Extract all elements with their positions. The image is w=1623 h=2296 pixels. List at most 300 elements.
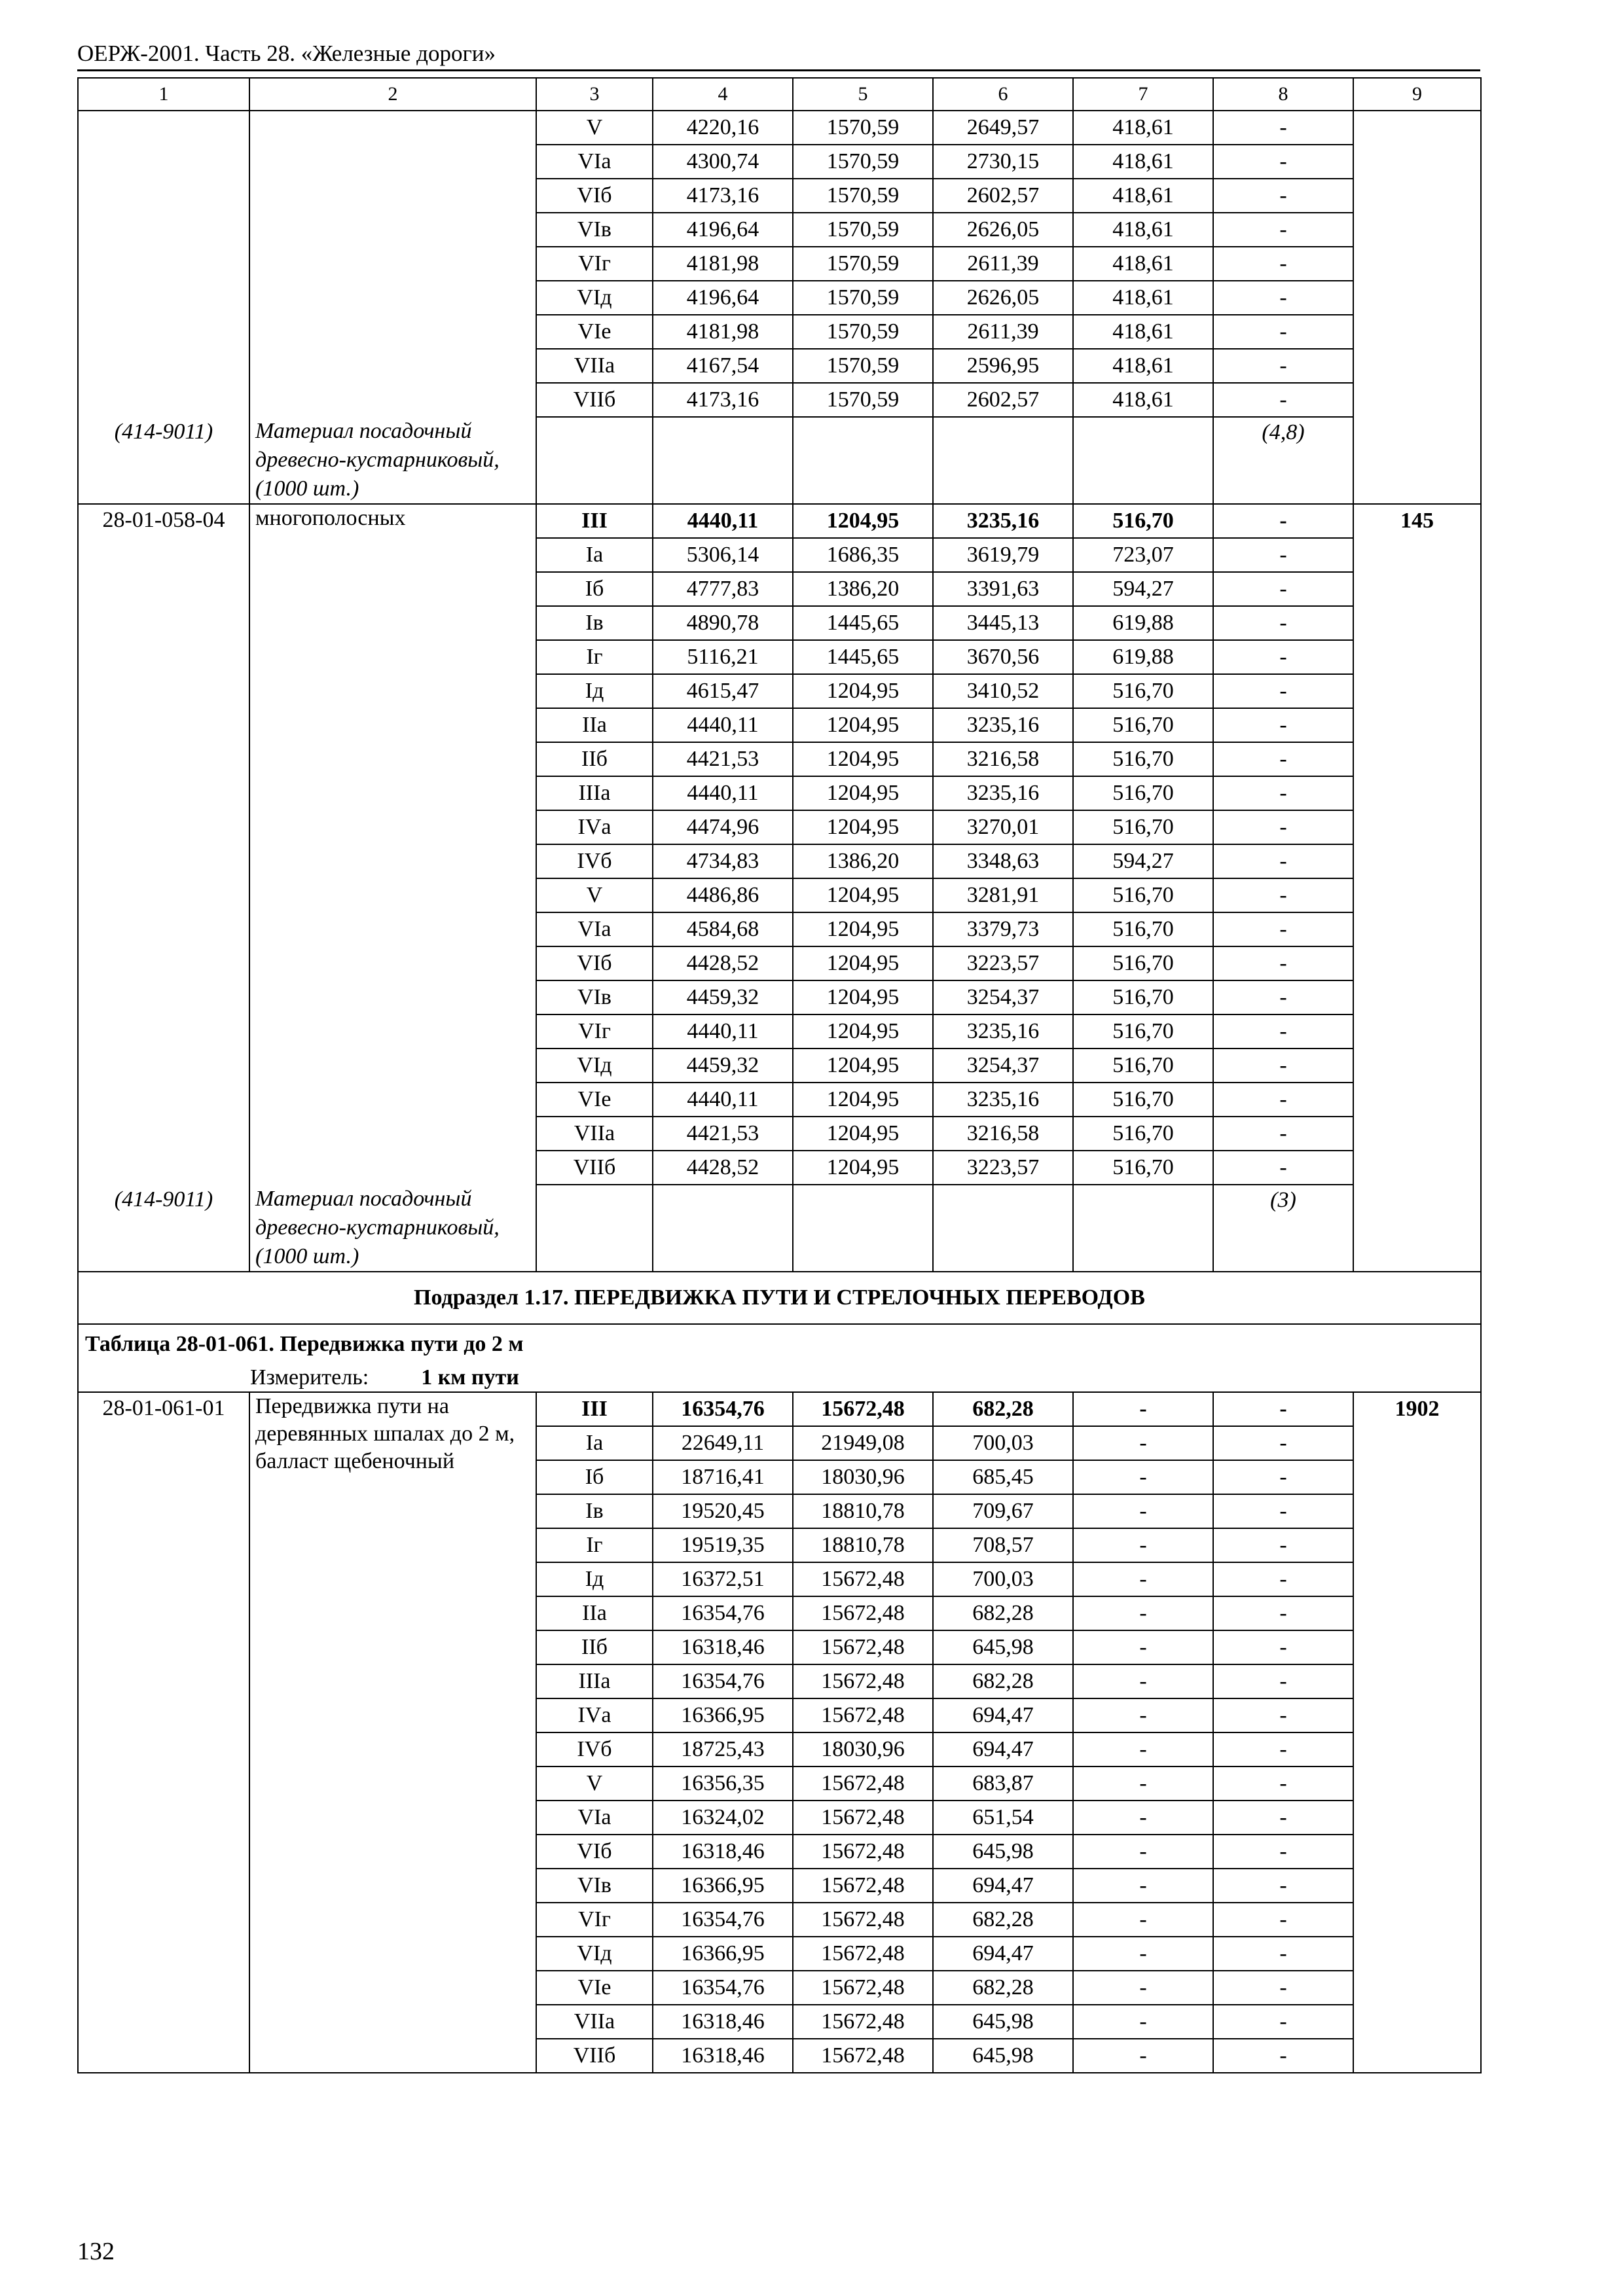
materials-cell: - [1213, 1835, 1353, 1869]
region-cell: Iг [536, 640, 653, 674]
materials-cell: - [1213, 2039, 1353, 2073]
materials-cell: - [1213, 2005, 1353, 2039]
machines-cell: 2596,95 [933, 349, 1073, 383]
wages-cell: 1204,95 [793, 946, 933, 980]
page-number: 132 [77, 2238, 115, 2265]
region-cell: Iв [536, 606, 653, 640]
norm-code: 28-01-061-01 [78, 1392, 249, 2073]
wages-cell: 15672,48 [793, 1971, 933, 2005]
region-cell: IIб [536, 742, 653, 776]
region-cell: VIе [536, 1971, 653, 2005]
materials-cell: - [1213, 111, 1353, 145]
direct-cost-cell: 16318,46 [653, 2005, 793, 2039]
machinist-wages-cell: 418,61 [1073, 383, 1213, 417]
region-cell: VIб [536, 179, 653, 213]
direct-cost-cell: 4440,11 [653, 1083, 793, 1117]
measure-unit [78, 1364, 1481, 1392]
norm-total-cell: 145 [1353, 504, 1481, 1272]
machinist-wages-cell: 516,70 [1073, 1151, 1213, 1185]
header-rule [77, 69, 1480, 71]
wages-cell: 1570,59 [793, 247, 933, 281]
empty-cell [653, 1185, 793, 1272]
machinist-wages-cell: 594,27 [1073, 844, 1213, 878]
machines-cell: 682,28 [933, 1392, 1073, 1426]
region-cell: IIа [536, 708, 653, 742]
direct-cost-cell: 16366,95 [653, 1869, 793, 1903]
region-cell: III [536, 1392, 653, 1426]
direct-cost-cell: 16354,76 [653, 1596, 793, 1630]
empty-cell [933, 417, 1073, 504]
wages-cell: 1570,59 [793, 145, 933, 179]
machinist-wages-cell: 516,70 [1073, 878, 1213, 912]
materials-cell: - [1213, 1767, 1353, 1801]
region-cell: VIд [536, 1049, 653, 1083]
wages-cell: 18810,78 [793, 1494, 933, 1528]
direct-cost-cell: 18716,41 [653, 1460, 793, 1494]
machines-cell: 3254,37 [933, 1049, 1073, 1083]
machinist-wages-cell: - [1073, 2039, 1213, 2073]
wages-cell: 21949,08 [793, 1426, 933, 1460]
materials-cell: - [1213, 572, 1353, 606]
table-title-row [78, 1324, 1481, 1364]
machinist-wages-cell: 516,70 [1073, 1014, 1213, 1049]
wages-cell: 15672,48 [793, 1596, 933, 1630]
direct-cost-cell: 4428,52 [653, 1151, 793, 1185]
machines-cell: 645,98 [933, 2005, 1073, 2039]
region-cell: VIIб [536, 383, 653, 417]
wages-cell: 1204,95 [793, 1117, 933, 1151]
table-body [78, 78, 1481, 2073]
machinist-wages-cell: 418,61 [1073, 349, 1213, 383]
machines-cell: 651,54 [933, 1801, 1073, 1835]
region-cell: VIIа [536, 1117, 653, 1151]
machines-cell: 3223,57 [933, 946, 1073, 980]
machinist-wages-cell: - [1073, 1732, 1213, 1767]
direct-cost-cell: 4421,53 [653, 742, 793, 776]
wages-cell: 1204,95 [793, 912, 933, 946]
wages-cell: 1204,95 [793, 980, 933, 1014]
region-cell: VIIа [536, 2005, 653, 2039]
machinist-wages-cell: - [1073, 1767, 1213, 1801]
machines-cell: 3223,57 [933, 1151, 1073, 1185]
materials-cell: - [1213, 1596, 1353, 1630]
materials-cell: - [1213, 1971, 1353, 2005]
wages-cell: 15672,48 [793, 2005, 933, 2039]
region-cell: Iд [536, 1562, 653, 1596]
materials-cell: - [1213, 1460, 1353, 1494]
direct-cost-cell: 16366,95 [653, 1698, 793, 1732]
col-header: 6 [933, 78, 1073, 111]
direct-cost-cell: 16354,76 [653, 1971, 793, 2005]
materials-cell: - [1213, 315, 1353, 349]
region-cell: VIд [536, 1937, 653, 1971]
materials-cell: - [1213, 1869, 1353, 1903]
region-cell: IIIа [536, 776, 653, 810]
region-cell: VIIб [536, 1151, 653, 1185]
materials-cell: - [1213, 1630, 1353, 1664]
materials-cell: - [1213, 383, 1353, 417]
empty-cell [793, 1185, 933, 1272]
machinist-wages-cell: - [1073, 1630, 1213, 1664]
region-cell: VIIа [536, 349, 653, 383]
machinist-wages-cell: 418,61 [1073, 247, 1213, 281]
machinist-wages-cell: 516,70 [1073, 708, 1213, 742]
empty-cell [536, 1185, 653, 1272]
wages-cell: 15672,48 [793, 1698, 933, 1732]
direct-cost-cell: 4777,83 [653, 572, 793, 606]
wages-cell: 1570,59 [793, 349, 933, 383]
wages-cell: 1570,59 [793, 383, 933, 417]
machines-cell: 2626,05 [933, 213, 1073, 247]
machinist-wages-cell: - [1073, 2005, 1213, 2039]
materials-cell: - [1213, 247, 1353, 281]
region-cell: III [536, 504, 653, 538]
material-row [78, 1185, 1481, 1272]
region-cell: VIе [536, 1083, 653, 1117]
machines-cell: 3391,63 [933, 572, 1073, 606]
materials-cell: - [1213, 538, 1353, 572]
wages-cell: 1570,59 [793, 315, 933, 349]
page-header: ОЕРЖ-2001. Часть 28. «Железные дороги» [77, 41, 496, 66]
machinist-wages-cell: - [1073, 1698, 1213, 1732]
region-cell: V [536, 111, 653, 145]
machinist-wages-cell: 516,70 [1073, 1117, 1213, 1151]
section-row [78, 1272, 1481, 1324]
materials-cell: - [1213, 213, 1353, 247]
wages-cell: 1686,35 [793, 538, 933, 572]
region-cell: VIIб [536, 2039, 653, 2073]
region-cell: Iв [536, 1494, 653, 1528]
norm-code-continued [78, 111, 249, 417]
norm-total-cell [1353, 111, 1481, 504]
machinist-wages-cell: - [1073, 1903, 1213, 1937]
machinist-wages-cell: 516,70 [1073, 1049, 1213, 1083]
machinist-wages-cell: 418,61 [1073, 145, 1213, 179]
wages-cell: 1204,95 [793, 504, 933, 538]
machines-cell: 3379,73 [933, 912, 1073, 946]
direct-cost-cell: 16318,46 [653, 1630, 793, 1664]
col-header: 9 [1353, 78, 1481, 111]
materials-cell: - [1213, 1698, 1353, 1732]
machines-cell: 682,28 [933, 1971, 1073, 2005]
direct-cost-cell: 4584,68 [653, 912, 793, 946]
region-cell: Iа [536, 1426, 653, 1460]
region-cell: VIа [536, 912, 653, 946]
machines-cell: 694,47 [933, 1698, 1073, 1732]
materials-cell: - [1213, 640, 1353, 674]
direct-cost-cell: 16318,46 [653, 2039, 793, 2073]
materials-cell: - [1213, 980, 1353, 1014]
empty-cell [653, 417, 793, 504]
direct-cost-cell: 16324,02 [653, 1801, 793, 1835]
region-cell: V [536, 878, 653, 912]
wages-cell: 1204,95 [793, 1049, 933, 1083]
machines-cell: 645,98 [933, 1835, 1073, 1869]
materials-cell: - [1213, 1937, 1353, 1971]
machines-cell: 645,98 [933, 2039, 1073, 2073]
region-cell: Iб [536, 1460, 653, 1494]
machines-cell: 682,28 [933, 1664, 1073, 1698]
machines-cell: 694,47 [933, 1937, 1073, 1971]
machines-cell: 2602,57 [933, 383, 1073, 417]
machines-cell: 2611,39 [933, 247, 1073, 281]
direct-cost-cell: 4440,11 [653, 1014, 793, 1049]
machinist-wages-cell: 723,07 [1073, 538, 1213, 572]
machines-cell: 645,98 [933, 1630, 1073, 1664]
norm-name: многополосных [249, 504, 536, 1185]
materials-cell: - [1213, 946, 1353, 980]
direct-cost-cell: 19520,45 [653, 1494, 793, 1528]
direct-cost-cell: 4615,47 [653, 674, 793, 708]
wages-cell: 18810,78 [793, 1528, 933, 1562]
machinist-wages-cell: 418,61 [1073, 179, 1213, 213]
material-name: Материал посадочный древесно-кустарниковый, (1000 шт.) [249, 417, 536, 504]
col-header: 4 [653, 78, 793, 111]
machines-cell: 3348,63 [933, 844, 1073, 878]
machinist-wages-cell: - [1073, 1664, 1213, 1698]
region-cell: VIв [536, 213, 653, 247]
col-header: 7 [1073, 78, 1213, 111]
machines-cell: 3619,79 [933, 538, 1073, 572]
machinist-wages-cell: - [1073, 1392, 1213, 1426]
wages-cell: 1204,95 [793, 1083, 933, 1117]
region-cell: IVб [536, 844, 653, 878]
machines-cell: 3235,16 [933, 776, 1073, 810]
machinist-wages-cell: - [1073, 1460, 1213, 1494]
wages-cell: 15672,48 [793, 1801, 933, 1835]
machinist-wages-cell: - [1073, 1801, 1213, 1835]
material-value: (3) [1213, 1185, 1353, 1272]
wages-cell: 1204,95 [793, 810, 933, 844]
machines-cell: 3235,16 [933, 1014, 1073, 1049]
region-cell: VIе [536, 315, 653, 349]
empty-cell [933, 1185, 1073, 1272]
machinist-wages-cell: 418,61 [1073, 111, 1213, 145]
direct-cost-cell: 4300,74 [653, 145, 793, 179]
machinist-wages-cell: 516,70 [1073, 742, 1213, 776]
region-cell: VIв [536, 1869, 653, 1903]
empty-cell [1073, 417, 1213, 504]
section-title: Подраздел 1.17. ПЕРЕДВИЖКА ПУТИ И СТРЕЛОЧНЫХ ПЕРЕВОДОВ [78, 1272, 1481, 1324]
direct-cost-cell: 4440,11 [653, 708, 793, 742]
machines-cell: 3270,01 [933, 810, 1073, 844]
machinist-wages-cell: - [1073, 1835, 1213, 1869]
machinist-wages-cell: - [1073, 1528, 1213, 1562]
materials-cell: - [1213, 1528, 1353, 1562]
direct-cost-cell: 16366,95 [653, 1937, 793, 1971]
wages-cell: 15672,48 [793, 1767, 933, 1801]
col-header: 8 [1213, 78, 1353, 111]
machines-cell: 3216,58 [933, 742, 1073, 776]
region-cell: V [536, 1767, 653, 1801]
region-cell: IIа [536, 1596, 653, 1630]
region-cell: VIа [536, 1801, 653, 1835]
direct-cost-cell: 4181,98 [653, 315, 793, 349]
wages-cell: 1204,95 [793, 776, 933, 810]
wages-cell: 1204,95 [793, 1014, 933, 1049]
table-row [78, 504, 1481, 538]
region-cell: VIа [536, 145, 653, 179]
region-cell: IVа [536, 810, 653, 844]
region-cell: VIб [536, 946, 653, 980]
col-header: 3 [536, 78, 653, 111]
machinist-wages-cell: 516,70 [1073, 912, 1213, 946]
machinist-wages-cell: 516,70 [1073, 776, 1213, 810]
machines-cell: 3410,52 [933, 674, 1073, 708]
materials-cell: - [1213, 179, 1353, 213]
machines-cell: 3254,37 [933, 980, 1073, 1014]
direct-cost-cell: 4428,52 [653, 946, 793, 980]
machines-cell: 3235,16 [933, 1083, 1073, 1117]
col-header: 5 [793, 78, 933, 111]
machines-cell: 2649,57 [933, 111, 1073, 145]
machinist-wages-cell: 516,70 [1073, 504, 1213, 538]
material-row [78, 417, 1481, 504]
machinist-wages-cell: - [1073, 1562, 1213, 1596]
materials-cell: - [1213, 606, 1353, 640]
direct-cost-cell: 5306,14 [653, 538, 793, 572]
empty-cell [1073, 1185, 1213, 1272]
direct-cost-cell: 19519,35 [653, 1528, 793, 1562]
wages-cell: 15672,48 [793, 1392, 933, 1426]
unit-label: Измеритель: [250, 1365, 369, 1390]
empty-cell [793, 417, 933, 504]
region-cell: IVа [536, 1698, 653, 1732]
wages-cell: 1204,95 [793, 742, 933, 776]
region-cell: Iа [536, 538, 653, 572]
wages-cell: 15672,48 [793, 1937, 933, 1971]
direct-cost-cell: 18725,43 [653, 1732, 793, 1767]
materials-cell: - [1213, 504, 1353, 538]
materials-cell: - [1213, 1049, 1353, 1083]
wages-cell: 1204,95 [793, 708, 933, 742]
direct-cost-cell: 4440,11 [653, 776, 793, 810]
region-cell: VIв [536, 980, 653, 1014]
materials-cell: - [1213, 1083, 1353, 1117]
machinist-wages-cell: - [1073, 1596, 1213, 1630]
materials-cell: - [1213, 349, 1353, 383]
wages-cell: 1204,95 [793, 878, 933, 912]
machinist-wages-cell: 516,70 [1073, 946, 1213, 980]
machinist-wages-cell: 418,61 [1073, 281, 1213, 315]
wages-cell: 15672,48 [793, 1630, 933, 1664]
machinist-wages-cell: 619,88 [1073, 606, 1213, 640]
machines-cell: 2730,15 [933, 145, 1073, 179]
machinist-wages-cell: 594,27 [1073, 572, 1213, 606]
wages-cell: 1386,20 [793, 572, 933, 606]
machines-cell: 708,57 [933, 1528, 1073, 1562]
region-cell: VIг [536, 1903, 653, 1937]
machinist-wages-cell: - [1073, 1426, 1213, 1460]
materials-cell: - [1213, 776, 1353, 810]
machines-cell: 700,03 [933, 1562, 1073, 1596]
wages-cell: 1386,20 [793, 844, 933, 878]
table-row [78, 1392, 1481, 1426]
machines-cell: 700,03 [933, 1426, 1073, 1460]
wages-cell: 15672,48 [793, 1903, 933, 1937]
materials-cell: - [1213, 1392, 1353, 1426]
wages-cell: 15672,48 [793, 1835, 933, 1869]
direct-cost-cell: 5116,21 [653, 640, 793, 674]
column-header-row [78, 78, 1481, 111]
region-cell: VIб [536, 1835, 653, 1869]
machines-cell: 3670,56 [933, 640, 1073, 674]
machinist-wages-cell: 418,61 [1073, 315, 1213, 349]
wages-cell: 1445,65 [793, 606, 933, 640]
machinist-wages-cell: 418,61 [1073, 213, 1213, 247]
col-header: 2 [249, 78, 536, 111]
region-cell: VIг [536, 247, 653, 281]
machinist-wages-cell: - [1073, 1971, 1213, 2005]
direct-cost-cell: 4474,96 [653, 810, 793, 844]
region-cell: VIг [536, 1014, 653, 1049]
direct-cost-cell: 4173,16 [653, 383, 793, 417]
materials-cell: - [1213, 1562, 1353, 1596]
direct-cost-cell: 4459,32 [653, 1049, 793, 1083]
direct-cost-cell: 4173,16 [653, 179, 793, 213]
direct-cost-cell: 16354,76 [653, 1664, 793, 1698]
wages-cell: 1570,59 [793, 213, 933, 247]
machines-cell: 709,67 [933, 1494, 1073, 1528]
wages-cell: 1570,59 [793, 111, 933, 145]
direct-cost-cell: 4196,64 [653, 281, 793, 315]
materials-cell: - [1213, 912, 1353, 946]
direct-cost-cell: 4459,32 [653, 980, 793, 1014]
table-title: Таблица 28-01-061. Передвижка пути до 2 м [78, 1324, 1481, 1364]
machinist-wages-cell: 516,70 [1073, 810, 1213, 844]
material-code: (414-9011) [78, 417, 249, 504]
wages-cell: 1570,59 [793, 179, 933, 213]
direct-cost-cell: 4196,64 [653, 213, 793, 247]
direct-cost-cell: 4181,98 [653, 247, 793, 281]
unit-value: 1 км пути [421, 1365, 519, 1390]
norm-name: Передвижка пути на деревянных шпалах до 2 м, балласт щебеночный [249, 1392, 536, 2073]
region-cell: IIIа [536, 1664, 653, 1698]
col-header: 1 [78, 78, 249, 111]
materials-cell: - [1213, 674, 1353, 708]
materials-cell: - [1213, 1494, 1353, 1528]
materials-cell: - [1213, 1117, 1353, 1151]
machinist-wages-cell: - [1073, 1937, 1213, 1971]
machines-cell: 2626,05 [933, 281, 1073, 315]
materials-cell: - [1213, 1151, 1353, 1185]
norms-table [77, 77, 1482, 2073]
machines-cell: 694,47 [933, 1732, 1073, 1767]
region-cell: VIд [536, 281, 653, 315]
machinist-wages-cell: 516,70 [1073, 980, 1213, 1014]
direct-cost-cell: 16356,35 [653, 1767, 793, 1801]
machines-cell: 2611,39 [933, 315, 1073, 349]
material-value: (4,8) [1213, 417, 1353, 504]
machines-cell: 3281,91 [933, 878, 1073, 912]
machinist-wages-cell: - [1073, 1869, 1213, 1903]
wages-cell: 18030,96 [793, 1732, 933, 1767]
materials-cell: - [1213, 1732, 1353, 1767]
machinist-wages-cell: 619,88 [1073, 640, 1213, 674]
machines-cell: 694,47 [933, 1869, 1073, 1903]
wages-cell: 15672,48 [793, 1869, 933, 1903]
direct-cost-cell: 4890,78 [653, 606, 793, 640]
materials-cell: - [1213, 1014, 1353, 1049]
region-cell: IIб [536, 1630, 653, 1664]
materials-cell: - [1213, 810, 1353, 844]
machines-cell: 3235,16 [933, 708, 1073, 742]
wages-cell: 1204,95 [793, 674, 933, 708]
direct-cost-cell: 4421,53 [653, 1117, 793, 1151]
direct-cost-cell: 4486,86 [653, 878, 793, 912]
materials-cell: - [1213, 281, 1353, 315]
material-name: Материал посадочный древесно-кустарниковый, (1000 шт.) [249, 1185, 536, 1272]
